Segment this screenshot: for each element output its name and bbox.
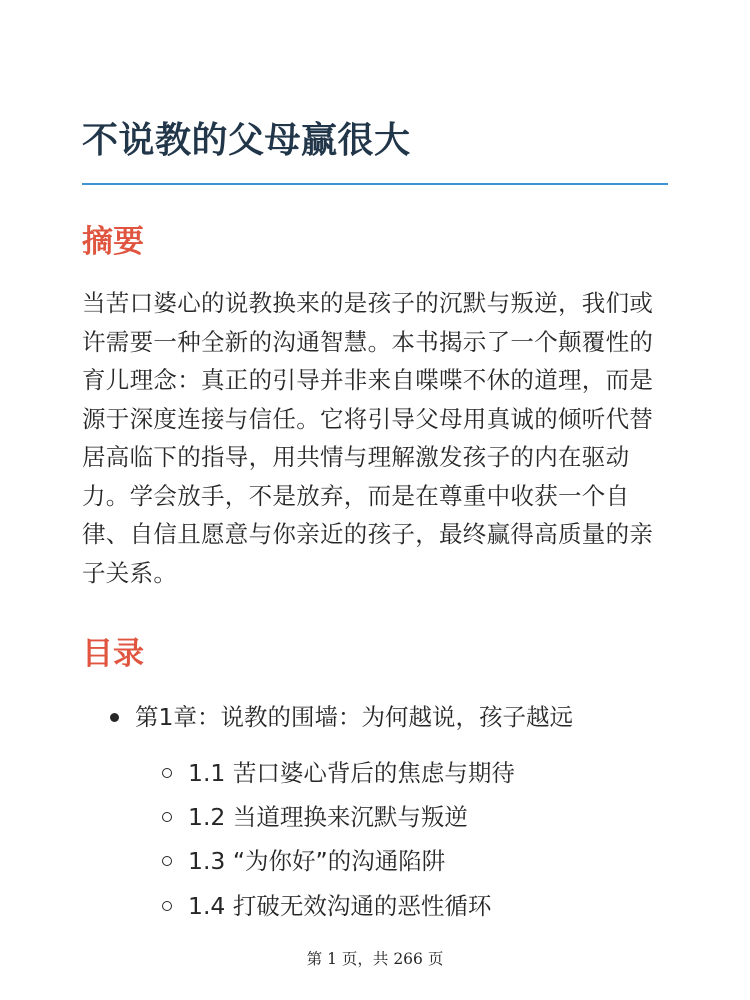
toc-section-label: 1.4 打破无效沟通的恶性循环 [188, 892, 492, 920]
title-divider [82, 183, 668, 185]
toc-section-label: 1.2 当道理换来沉默与叛逆 [188, 803, 468, 831]
toc-section-label: 1.3 “为你好”的沟通陷阱 [188, 847, 446, 875]
toc-section-1-1 [162, 754, 515, 792]
bullet-circle-icon [162, 856, 172, 866]
toc-heading: 目录 [82, 636, 144, 672]
bullet-circle-icon [162, 901, 172, 911]
summary-text: 当苦口婆心的说教换来的是孩子的沉默与叛逆，我们或许需要一种全新的沟通智慧。本书揭示了一个颠覆性的育儿理念：真正的引导并非来自喋喋不休的道理，而是源于深度连接与信任。它将引导父母用真诚的倾听代替居高临下的指导，用共情与理解激发孩子的内在驱动力。学会放手，不是放弃，而是在尊重中收获一个自律、自信且愿意与你亲近的孩子，最终赢得高质量的亲子关系。 [82, 289, 654, 587]
bullet-disc-icon [110, 713, 119, 722]
toc-section-1-2 [162, 798, 468, 836]
page-number-footer: 第 1 页，共 266 页 [306, 950, 444, 968]
summary-heading: 摘要 [82, 224, 144, 260]
bullet-circle-icon [162, 768, 172, 778]
toc-section-1-3 [162, 842, 445, 880]
toc-chapter-1 [110, 698, 573, 736]
toc-section-label: 1.1 苦口婆心背后的焦虑与期待 [188, 759, 515, 787]
toc-section-1-4 [162, 887, 491, 925]
toc-chapter-label: 第1章：说教的围墙：为何越说，孩子越远 [135, 703, 573, 731]
bullet-circle-icon [162, 812, 172, 822]
document-title: 不说教的父母赢很大 [82, 120, 411, 161]
